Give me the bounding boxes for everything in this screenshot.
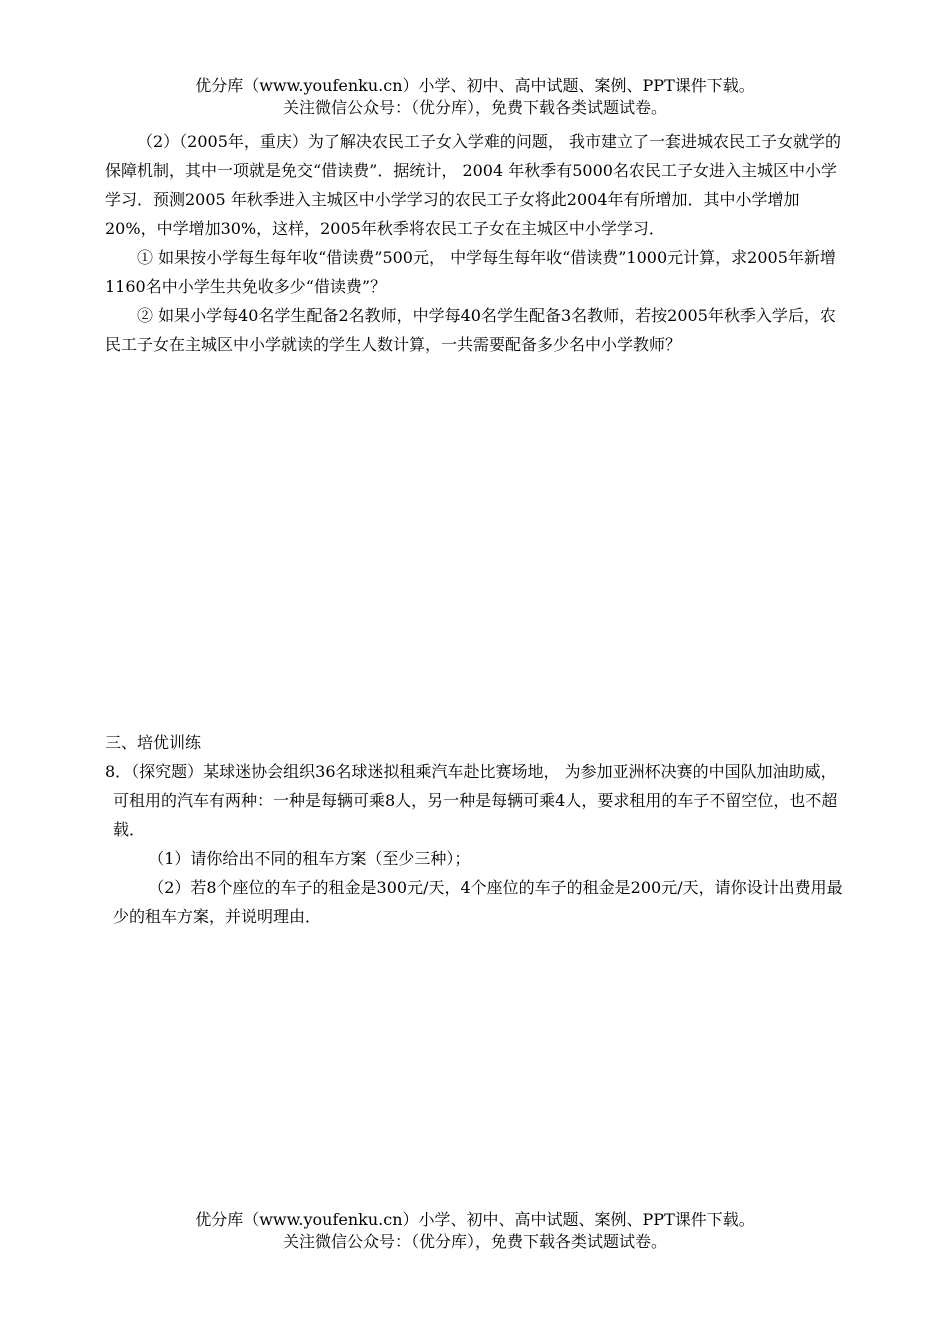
section-3-title: 三、培优训练 xyxy=(105,733,202,752)
problem-2-block xyxy=(105,127,850,359)
page-header xyxy=(0,75,950,119)
page-footer xyxy=(0,1209,950,1253)
footer-line-1: 优分库（www.youfenku.cn）小学、初中、高中试题、案例、PPT课件下载。 xyxy=(195,1210,755,1229)
header-line-1: 优分库（www.youfenku.cn）小学、初中、高中试题、案例、PPT课件下载。 xyxy=(195,76,755,95)
problem-2-intro: （2）（2005年，重庆）为了解决农民工子女入学难的问题， 我市建立了一套进城农民工子女就学的保障机制，其中一项就是免交“借读费”．据统计， 2004 年秋季有5000名农民工子女进入主城区中小学学习．预测2005 年秋季进入主城区中小学学习的农民工子女将此2004年有所增加．其中小学增加20%，中学增加30%，这样，2005年秋季将农民工子女在主城区中小学学习． xyxy=(105,132,841,238)
footer-line-2: 关注微信公众号：（优分库），免费下载各类试题试卷。 xyxy=(282,1232,667,1251)
section-3-block xyxy=(105,728,850,931)
header-line-2: 关注微信公众号：（优分库），免费下载各类试题试卷。 xyxy=(282,98,667,117)
problem-8-sub-2: （2）若8个座位的车子的租金是300元/天，4个座位的车子的租金是200元/天，请你设计出费用最少的租车方案，并说明理由． xyxy=(113,878,843,926)
problem-8-sub-1: （1）请你给出不同的租车方案（至少三种）； xyxy=(148,849,471,868)
problem-2-part-2: ② 如果小学每40名学生配备2名教师，中学每40名学生配备3名教师，若按2005年秋季入学后，农民工子女在主城区中小学就读的学生人数计算，一共需要配备多少名中小学教师？ xyxy=(105,306,836,354)
problem-2-part-1: ① 如果按小学每生每年收“借读费”500元， 中学每生每年收“借读费”1000元计算，求2005年新增1160名中小学生共免收多少“借读费”？ xyxy=(105,248,836,296)
problem-8-text: 8．（探究题）某球迷协会组织36名球迷拟租乘汽车赴比赛场地， 为参加亚洲杯决赛的中国队加油助威，可租用的汽车有两种：一种是每辆可乘8人，另一种是每辆可乘4人，要求租用的车子不留空位，也不超载． xyxy=(105,762,838,839)
